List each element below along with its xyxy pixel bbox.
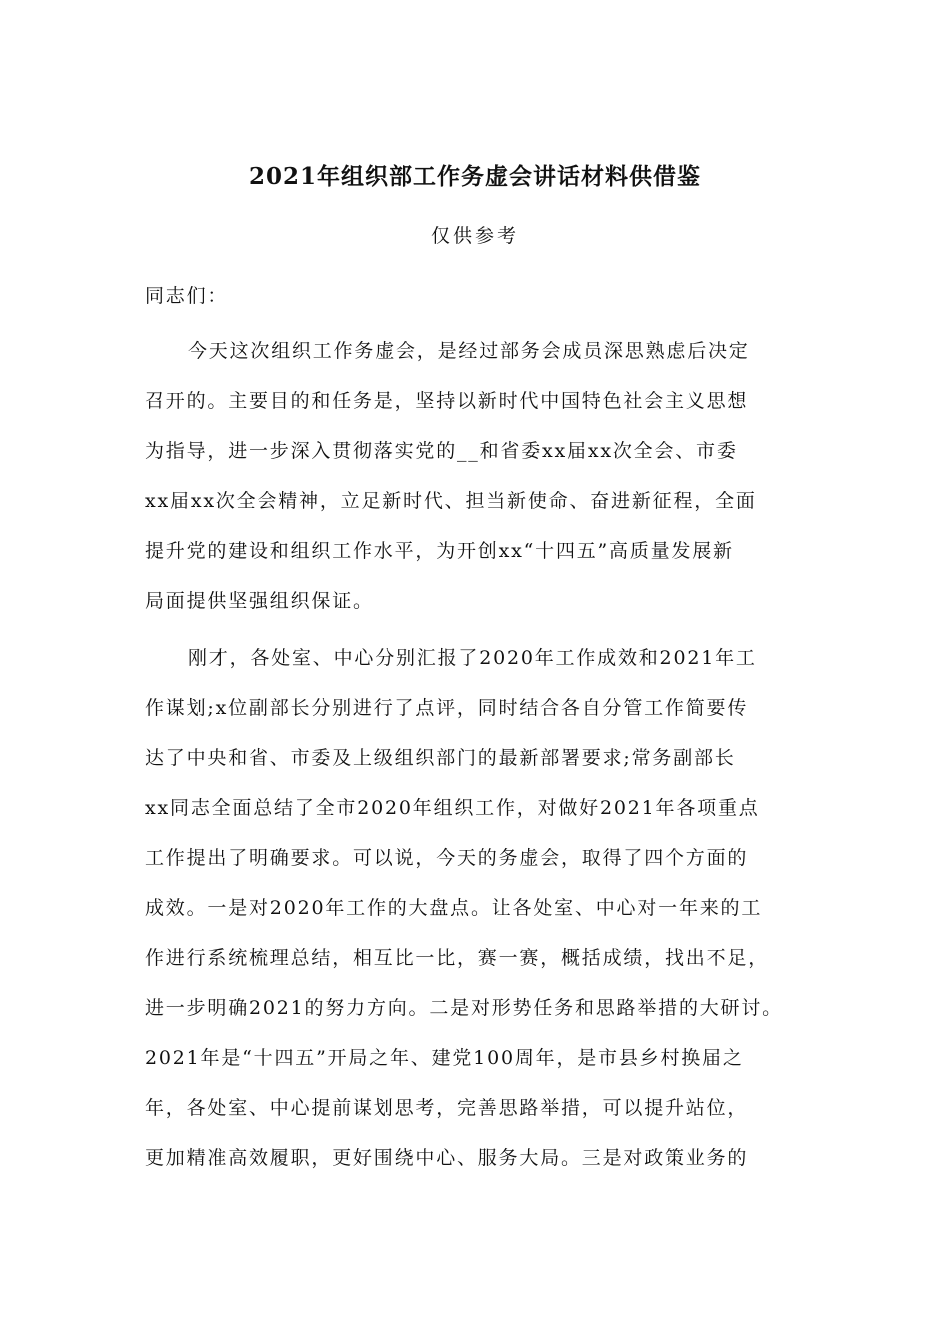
paragraph-line: 达了中央和省、市委及上级组织部门的最新部署要求;常务副部长: [145, 747, 736, 769]
paragraph-line: 今天这次组织工作务虚会，是经过部务会成员深思熟虑后决定: [188, 340, 750, 362]
document-subtitle: 仅供参考: [430, 225, 519, 247]
paragraph-line: xx届xx次全会精神，立足新时代、担当新使命、奋进新征程，全面: [145, 490, 757, 512]
paragraph-line: 年，各处室、中心提前谋划思考，完善思路举措，可以提升站位，: [145, 1097, 749, 1119]
document-title: 2021年组织部工作务虚会讲话材料供借鉴: [248, 163, 701, 190]
paragraph-line: 2021年是“十四五”开局之年、建党100周年，是市县乡村换届之: [145, 1047, 744, 1069]
paragraph-line: 成效。一是对2020年工作的大盘点。让各处室、中心对一年来的工: [145, 897, 763, 919]
paragraph-line: 为指导，进一步深入贯彻落实党的__和省委xx届xx次全会、市委: [145, 440, 738, 462]
paragraph-line: 召开的。主要目的和任务是，坚持以新时代中国特色社会主义思想: [145, 390, 749, 412]
paragraph-line: 作进行系统梳理总结，相互比一比，赛一赛，概括成绩，找出不足，: [145, 947, 770, 969]
salutation: 同志们：: [145, 285, 229, 307]
paragraph-line: 局面提供坚强组织保证。: [145, 590, 374, 612]
paragraph-line: 进一步明确2021的努力方向。二是对形势任务和思路举措的大研讨。: [145, 997, 783, 1019]
paragraph-line: 更加精准高效履职，更好围绕中心、服务大局。三是对政策业务的: [145, 1147, 749, 1169]
paragraph-line: 作谋划;x位副部长分别进行了点评，同时结合各自分管工作简要传: [145, 697, 749, 719]
paragraph-line: xx同志全面总结了全市2020年组织工作，对做好2021年各项重点: [145, 797, 760, 819]
paragraph-line: 刚才，各处室、中心分别汇报了2020年工作成效和2021年工: [188, 647, 757, 669]
paragraph-line: 提升党的建设和组织工作水平，为开创xx“十四五”高质量发展新: [145, 540, 734, 562]
paragraph-line: 工作提出了明确要求。可以说，今天的务虚会，取得了四个方面的: [145, 847, 749, 869]
